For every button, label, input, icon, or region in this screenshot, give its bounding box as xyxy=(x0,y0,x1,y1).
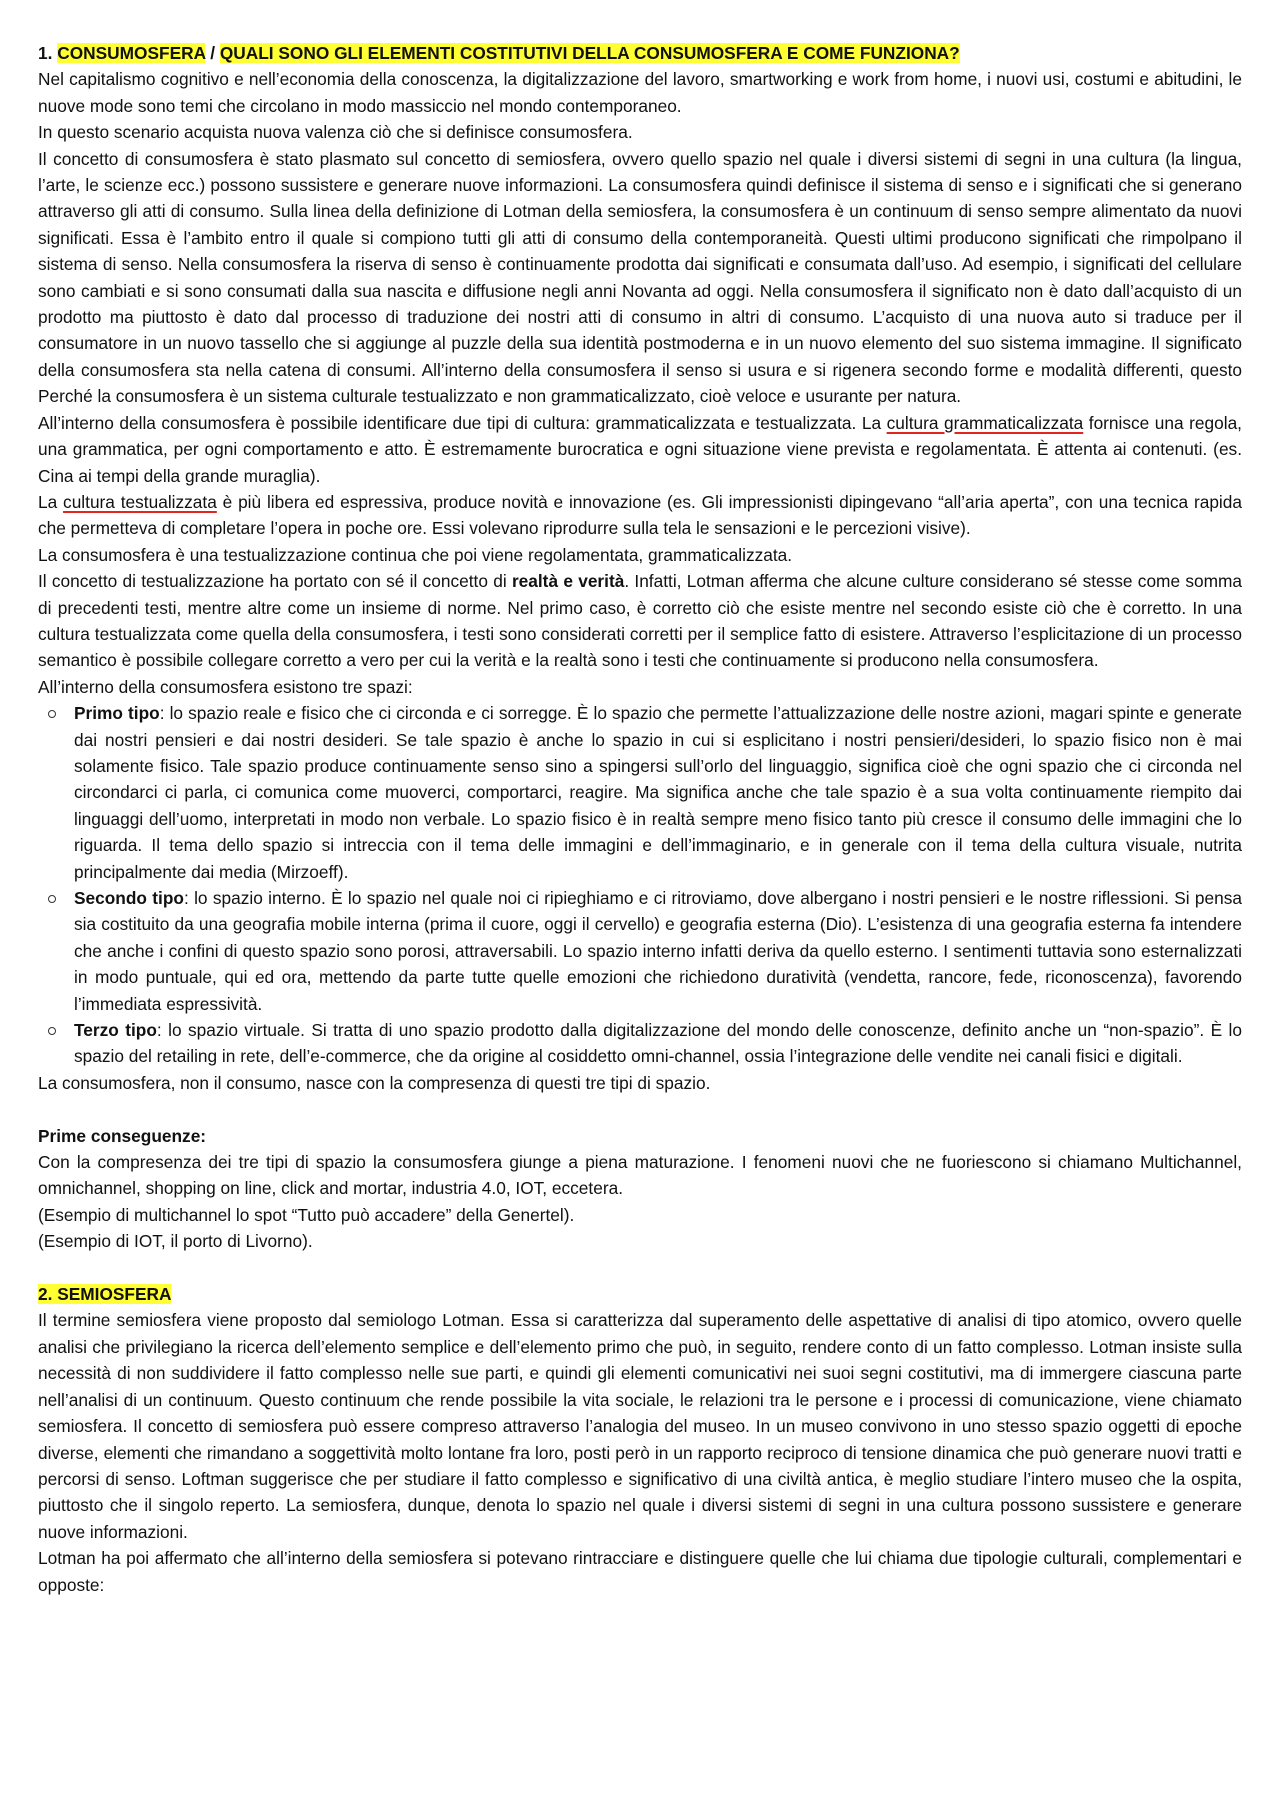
paragraph: Il termine semiosfera viene proposto dal semiologo Lotman. Essa si caratterizza dal superamento delle aspettative di analisi di tipo atomico, ovvero quelle analisi che privilegiano la ricerca dell’elemento semplice e dell’elemento primo che può, in seguito, rendere conto di un fatto complesso. Lotman insiste sulla necessità di non suddividere il fatto complesso nelle sue parti, e quindi gli elementi comunicativi nei suoi segni costitutivi, ma di immergere ciascuna parte nell’analisi di un continuum. Questo continuum che rende possibile la vita sociale, le relazioni tra le persone e i processi di comunicazione, viene chiamato semiosfera. Il concetto di semiosfera può essere compreso attraverso l’analogia del museo. In un museo convivono in uno stesso spazio oggetti di epoche diverse, elementi che rimandano a soggettività molto lontane fra loro, posti però in un rapporto reciproco di tensione dinamica che può generare nuovi tratti e percorsi di senso. Loftman suggerisce che per studiare il fatto complesso e significativo di una civiltà antica, è meglio studiare l’intero museo che la ospita, piuttosto che il singolo reperto. La semiosfera, dunque, denota lo spazio nel quale i diversi sistemi di segni in una cultura possono sussistere e generare nuove informazioni. xyxy=(38,1310,1242,1542)
text-run: . Infatti, Lotman afferma che alcune culture considerano sé stesse come somma di precedenti testi, mentre altre come un insieme di norme. Nel primo caso, è corretto ciò che esiste mentre nel secondo esiste ciò che è corretto. In una cultura testualizzata come quella della consumosfera, i testi sono considerati corretti per il semplice fatto di esistere. Attraverso l’esplicitazione di un processo semantico è possibile collegare corretto a vero per cui la verità e la realtà sono i testi che continuamente si producono nella consumosfera. xyxy=(38,571,1242,671)
text-run: Il concetto di testualizzazione ha portato con sé il concetto di xyxy=(38,571,512,592)
term-cultura-grammaticalizzata: cultura grammaticalizzata xyxy=(886,412,1084,433)
paragraph: La consumosfera è una testualizzazione continua che poi viene regolamentata, grammaticalizzata. xyxy=(38,544,793,565)
list-item-text: : lo spazio virtuale. Si tratta di uno spazio prodotto dalla digitalizzazione del mondo delle conoscenze, definito anche un “non-spazio”. È lo spazio del retailing in rete, dell’e-commerce, che da origine al cosiddetto omni-channel, ossia l’integrazione delle vendite nei canali fisici e digitali. xyxy=(74,1020,1242,1067)
paragraph xyxy=(38,489,1242,542)
list-item-text: : lo spazio reale e fisico che ci circonda e ci sorregge. È lo spazio che permette l’attualizzazione delle nostre azioni, magari spinte e generate dai nostri pensieri e dai nostri desideri. Se tale spazio è anche lo spazio in cui si esplicitano i nostri pensieri/desideri, lo spazio fisico non è mai solamente fisico. Tale spazio produce continuamente senso sino a spingersi sull’orlo del linguaggio, significa cioè che ogni spazio che ci circonda nel circondarci ci parla, ci comunica come muoverci, comportarci, reagire. Ma significa anche che tale spazio è a sua volta continuamente riempito dai linguaggi dell’uomo, interpretati in modo non verbale. Lo spazio fisico è in realtà sempre meno fisico tanto più cresce il consumo delle immagini che lo riguarda. Il tema dello spazio si intreccia con il tema delle immagini e dell’immaginario, e in generale con il tema della cultura visuale, nutrita principalmente dai media (Mirzoeff). xyxy=(74,703,1242,882)
list-item xyxy=(74,700,1242,885)
spacer xyxy=(38,1096,1242,1122)
paragraph: Lotman ha poi affermato che all’interno della semiosfera si potevano rintracciare e distinguere quelle che lui chiama due tipologie culturali, complementari e opposte: xyxy=(38,1548,1242,1595)
document-page xyxy=(38,40,1242,1598)
section-1-heading xyxy=(38,40,1242,66)
paragraph: All’interno della consumosfera esistono tre spazi: xyxy=(38,676,413,697)
list-item-title: Terzo tipo xyxy=(74,1020,157,1041)
paragraph: Con la compresenza dei tre tipi di spazio la consumosfera giunge a piena maturazione. I fenomeni nuovi che ne fuoriescono si chiamano Multichannel, omnichannel, shopping on line, click and mortar, industria 4.0, IOT, eccetera. xyxy=(38,1152,1242,1199)
section-1-question: QUALI SONO GLI ELEMENTI COSTITUTIVI DELLA CONSUMOSFERA E COME FUNZIONA? xyxy=(219,43,960,63)
text-run: La xyxy=(38,491,64,512)
list-item xyxy=(74,1017,1242,1070)
text-run: fornisce una regola, una grammatica, per ogni comportamento e atto. È estremamente burocratica e ogni situazione viene prevista e regolamentata. È attenta ai contenuti. (es. Cina ai tempi della grande muraglia). xyxy=(38,412,1242,486)
section-1-number: 1. xyxy=(38,43,53,63)
list-item-text: : lo spazio interno. È lo spazio nel quale noi ci ripieghiamo e ci ritroviamo, dove albergano i nostri pensieri e le nostre riflessioni. Si pensa sia costituito da una geografia mobile interna (prima il cuore, oggi il cervello) e geografia esterna (Dio). L’esistenza di una geografia esterna fa intendere che anche i confini di questo spazio sono porosi, attraversabili. Lo spazio interno infatti deriva da quello esterno. I sentimenti tuttavia sono esternalizzati in modo puntuale, qui ed ora, mettendo da parte tutte quelle emozioni che richiedono duratività (vendetta, rancore, fede, riconoscenza), favorendo l’immediata espressività. xyxy=(74,888,1242,1014)
list-item-title: Primo tipo xyxy=(74,703,160,724)
text-run: è più libera ed espressiva, produce novità e innovazione (es. Gli impressionisti dipingevano “all’aria aperta”, con una tecnica rapida che permetteva di completare l’opera in poche ore. Essi volevano riprodurre sulla tela le sensazioni e le percezioni visive). xyxy=(38,491,1242,539)
section-2-heading xyxy=(38,1281,1242,1307)
spaces-list xyxy=(38,700,1242,1070)
paragraph: Il concetto di consumosfera è stato plasmato sul concetto di semiosfera, ovvero quello spazio nel quale i diversi sistemi di segni in una cultura (la lingua, l’arte, le scienze ecc.) possono sussistere e generare nuove informazioni. La consumosfera quindi definisce il sistema di senso e i significati che si generano attraverso gli atti di consumo. Sulla linea della definizione di Lotman della semiosfera, la consumosfera è un continuum di senso sempre alimentato da nuovi significati. Essa è l’ambito entro il quale si compiono tutti gli atti di consumo della contemporaneità. Questi ultimi producono significati che rimpolpano il sistema di senso. Nella consumosfera la riserva di senso è continuamente prodotta dai significati e consumata dall’uso. Ad esempio, i significati del cellulare sono cambiati e si sono consumati dalla sua nascita e diffusione negli anni Novanta ad oggi. Nella consumosfera il significato non è dato dall’acquisto di un prodotto ma piuttosto è dato dal processo di traduzione dei nostri atti di consumo in altri di consumo. L’acquisto di una nuova auto si traduce per il consumatore in un nuovo tassello che si aggiunge al puzzle della sua identità postmoderna e in un nuovo elemento del suo sistema immagine. Il significato della consumosfera sta nella catena di consumi. All’interno della consumosfera il senso si usura e si rigenera secondo forme e modalità differenti, questo Perché la consumosfera è un sistema culturale testualizzato e non grammaticalizzato, cioè veloce e usurante per natura. xyxy=(38,148,1242,407)
paragraph: In questo scenario acquista nuova valenza ciò che si definisce consumosfera. xyxy=(38,122,633,143)
spacer xyxy=(38,1255,1242,1281)
paragraph: (Esempio di IOT, il porto di Livorno). xyxy=(38,1231,313,1252)
paragraph xyxy=(38,410,1242,489)
paragraph xyxy=(38,568,1242,674)
paragraph: Nel capitalismo cognitivo e nell’economia della conoscenza, la digitalizzazione del lavoro, smartworking e work from home, i nuovi usi, costumi e abitudini, le nuove mode sono temi che circolano in modo massiccio nel mondo contemporaneo. xyxy=(38,69,1242,116)
list-item xyxy=(74,885,1242,1017)
subheading: Prime conseguenze: xyxy=(38,1125,207,1146)
list-item-title: Secondo tipo xyxy=(74,888,184,908)
section-2-title: 2. SEMIOSFERA xyxy=(38,1284,172,1305)
section-1-separator: / xyxy=(205,43,220,63)
text-run: All’interno della consumosfera è possibile identificare due tipi di cultura: grammaticalizzata e testualizzata. La xyxy=(38,412,887,433)
paragraph: (Esempio di multichannel lo spot “Tutto può accadere” della Genertel). xyxy=(38,1204,575,1225)
bold-term: realtà e verità xyxy=(511,571,625,592)
section-1-title: CONSUMOSFERA xyxy=(57,43,206,63)
paragraph: La consumosfera, non il consumo, nasce con la compresenza di questi tre tipi di spazio. xyxy=(38,1072,711,1093)
term-cultura-testualizzata: cultura testualizzata xyxy=(63,491,217,512)
